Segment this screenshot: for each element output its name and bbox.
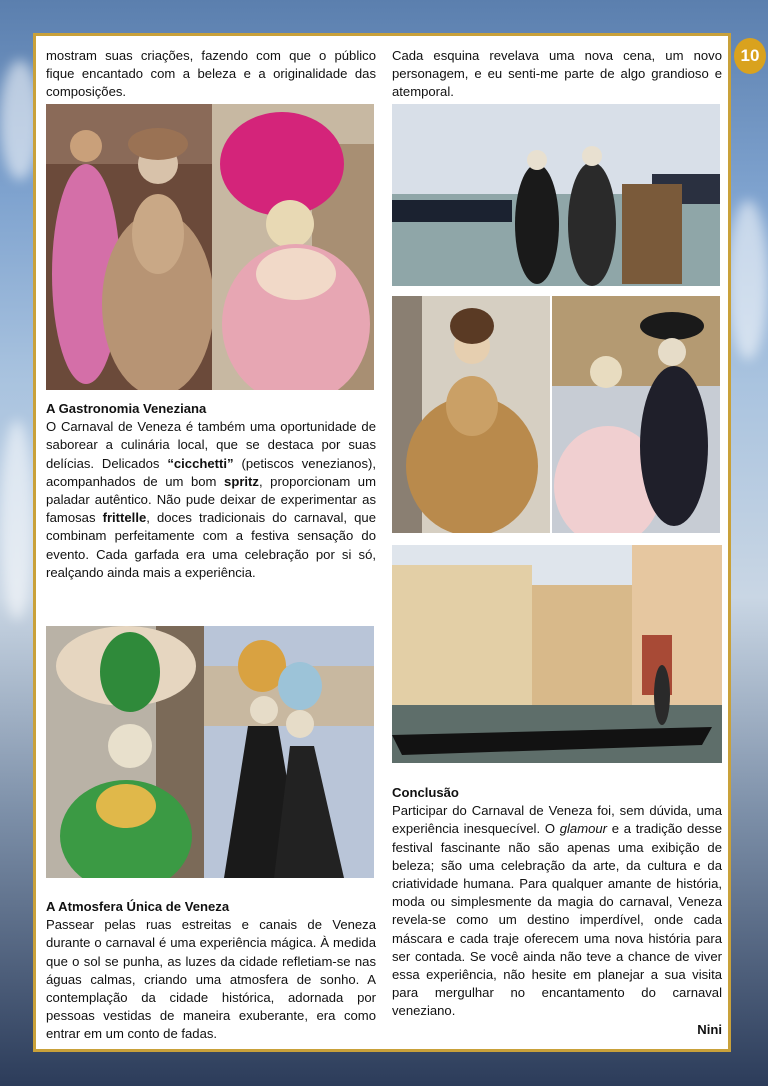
background-cloud	[728, 200, 768, 360]
glamour-italic: glamour	[559, 821, 608, 837]
text-run: O Carnaval de Veneza é também uma oportunidade de saborear a culinária local, que se destaca por suas delícias. Delicados	[46, 419, 376, 471]
atmosphere-section	[46, 898, 376, 1044]
gastronomy-paragraph	[46, 418, 376, 582]
author-signature: Nini	[697, 1021, 722, 1037]
gastronomy-section	[46, 400, 376, 582]
text-run: e a tradição desse festival fascinante não são apenas uma exibição de beleza; são uma celebração da arte, da cultura e da criatividade humana. Para qualquer amante de história, moda ou simplesmente da magia do carnaval, Veneza revela-se como um destino imperdível, onde cada máscara e cada traje oferecem uma nova história para ser contada. Se você ainda não teve a chance de viver essa experiência, não hesite em planejar a sua visita para mergulhar no encantamento do carnaval veneziano.	[392, 821, 722, 1019]
text-run: Participar do Carnaval de Veneza foi, sem dúvida, uma experiência inesquecível. O	[392, 803, 722, 837]
conclusion-paragraph	[392, 802, 722, 1020]
atmosphere-heading: A Atmosfera Única de Veneza	[46, 899, 230, 914]
text-run: , proporcionam um paladar autêntico. Não pude deixar de experimentar as famosas	[46, 473, 376, 526]
photo-costume-pink-feathers	[212, 104, 374, 390]
right-intro-paragraph: Cada esquina revelava uma nova cena, um novo personagem, e eu senti-me parte de algo grandioso e atemporal.	[392, 48, 722, 100]
photo-gold-gown	[392, 296, 550, 533]
photo-gondolas-couple	[392, 104, 720, 286]
cicchetti-bold: “cicchetti”	[167, 455, 234, 471]
text-run: (petiscos venezianos), acompanhados de um bom	[46, 455, 376, 489]
atmosphere-paragraph: Passear pelas ruas estreitas e canais de Veneza durante o carnaval é uma experiência mágica. À medida que o sol se punha, as luzes da cidade refletiam-se nas águas calmas, criando uma atmosfera de sonho. A contemplação da cidade histórica, adornada por pessoas vestidas de maneira exuberante, era como entrar em um conto de fadas.	[46, 917, 376, 1042]
intro-paragraph: mostram suas criações, fazendo com que o público fique encantado com a beleza e a originalidade das composições.	[46, 48, 376, 100]
background-cloud	[0, 420, 34, 620]
page-number-badge: 10	[734, 38, 766, 74]
left-intro-text	[46, 47, 376, 102]
frittelle-bold: frittelle	[102, 510, 147, 526]
gastronomy-heading: A Gastronomia Veneziana	[46, 401, 207, 416]
conclusion-section	[392, 784, 722, 1039]
right-intro-text	[392, 47, 722, 102]
conclusion-heading: Conclusão	[392, 785, 459, 800]
text-run: , doces tradicionais do carnaval, que combinam perfeitamente com a festiva sensação do evento. Cada garfada era uma celebração por si só, realçando ainda mais a experiência.	[46, 510, 376, 580]
photo-pink-gown-couple	[552, 296, 720, 533]
photo-costume-green	[46, 626, 204, 878]
photo-costumes-pink-gold	[46, 104, 212, 390]
spritz-bold: spritz	[224, 473, 259, 489]
photo-masks-black-capes	[204, 626, 374, 878]
photo-grand-canal	[392, 545, 722, 763]
